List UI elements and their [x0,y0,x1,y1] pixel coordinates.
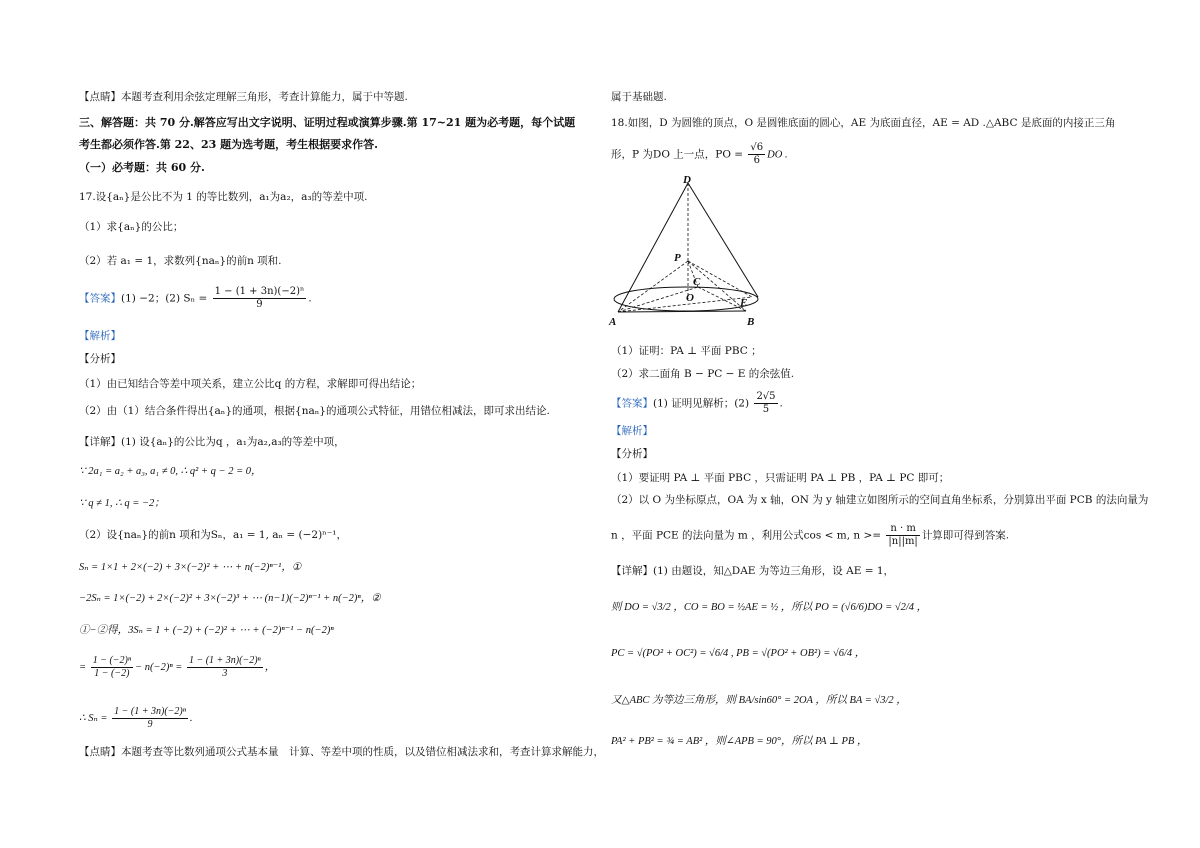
detail-4: 又△ABC 为等边三角形，则 BA/sin60° = 2OA ，所以 BA = √3/2 ， [611,695,907,706]
problem-17-statement: 17.设{aₙ}是公比不为 1 的等比数列，a₁为a₂，a₃的等差中项. [79,191,368,203]
equation-diff: ①−②得，3Sₙ = 1 + (−2) + (−2)² + ⋯ + (−2)ⁿ⁻¹ − n(−2)ⁿ [79,625,334,636]
answer-body: (1) 证明见解析；(2) [653,397,750,410]
edge-AB [618,311,746,312]
problem-18-part2: （2）求二面角 B − PC − E 的余弦值. [611,368,795,380]
detail-3: ∵ q ≠ 1, ∴ q = −2； [79,498,165,509]
problem-17-part2: （2）若 a₁ = 1，求数列{naₙ}的前n 项和. [79,255,282,267]
edge-DA [618,183,688,312]
section-heading: 三、解答题：共 70 分.解答应写出文字说明、证明过程或演算步骤.第 17~21 题为必考题，每个试题 [79,116,576,129]
edge-PA [618,261,688,312]
remark-cont: 属于基础题. [611,91,667,103]
detail-1: 【详解】(1) 设{aₙ}的公比为q ，a₁为a₂,a₃的等差中项， [79,436,345,448]
equation-1: Sₙ = 1×1 + 2×(−2) + 3×(−2)² + ⋯ + n(−2)ⁿ⁻¹，① [79,562,302,573]
answer-fraction: $\frac{2√5}{5}$ [756,391,776,415]
jiexi-heading: 【解析】 [79,330,121,342]
fraction-b: $\frac{\text{1 − (1 + 3n)(−2)ⁿ}}{3}$ [188,655,261,679]
subsection-heading: （一）必考题：共 60 分. [79,161,205,174]
fenxi-heading: 【分析】 [611,448,653,460]
edge-AE [618,297,752,312]
analysis-1: （1）要证明 PA ⊥ 平面 PBC ，只需证明 PA ⊥ PB ，PA ⊥ PC 即可； [611,472,950,484]
label-C: C [693,276,701,288]
label-D: D [683,175,691,186]
answer-18: 【答案】(1) 证明见解析；(2) $\frac{2√5}{5}$ . [611,391,783,415]
problem-18-part1: （1）证明：PA ⊥ 平面 PBC ； [611,345,762,357]
problem-17-part1: （1）求{aₙ}的公比； [79,221,184,233]
fenxi-heading: 【分析】 [79,353,121,365]
cone-figure [606,175,766,335]
jiexi-heading: 【解析】 [611,425,653,437]
detail-1: 【详解】(1) 由题设，知△DAE 为等边三角形，设 AE = 1， [611,565,895,577]
label-E: E [740,297,748,309]
label-B: B [747,316,755,328]
answer-17: 【答案】(1) −2；(2) Sₙ = $\frac{\text{1 − (1 + 3n)(−2)ⁿ}}{9}$ . [79,286,312,310]
cos-fraction: $\frac{n \cdot m}{|n||m|}$ [888,523,918,547]
analysis-3: n ，平面 PCE 的法向量为 m ，利用公式cos < m, n >= $\frac{n \cdot m}{|n||m|}$ 计算即可得到答案. [611,523,1010,547]
detail-2: ∵ 2a₁ = a₂ + a₃, a₁ ≠ 0, ∴ q² + q − 2 = 0， [79,466,262,477]
analysis-2: （2）以 O 为坐标原点，OA 为 x 轴，ON 为 y 轴建立如图所示的空间直角坐标系，分别算出平面 PCB 的法向量为 [611,494,1149,506]
fraction-result: $\frac{\text{1 − (1 + 3n)(−2)ⁿ}}{9}$ [114,706,186,730]
po-fraction: $\frac{√6}{6}$ [750,142,764,166]
detail-5: PA² + PB² = ¾ = AB² ，则∠APB = 90°，所以 PA ⊥ PB ， [611,736,868,747]
detail-2: 则 DO = √3/2 ，CO = BO = ½AE = ½ ，所以 PO = (√6/6)DO = √2/4 ， [611,602,928,613]
answer-tag: 【答案】 [79,292,121,305]
answer-tag: 【答案】 [611,397,653,410]
problem-18-statement: 18.如图，D 为圆锥的顶点，O 是圆锥底面的圆心，AE 为底面直径，AE = AD .△ABC 是底面的内接正三角 [611,117,1116,129]
fraction-a: $\frac{\text{1 − (−2)ⁿ}}{1 - (-2)}$ [92,655,132,679]
answer-body: (1) −2；(2) Sₙ = [121,292,208,305]
problem-18-statement-cont: 形，P 为DO 上一点，PO = $\frac{√6}{6}$ DO . [611,142,788,166]
label-P: P [674,252,681,264]
analysis-1: （1）由已知结合等差中项关系，建立公比q 的方程，求解即可得出结论； [79,378,422,390]
equation-sum: = $\frac{\text{1 − (−2)ⁿ}}{1 - (-2)}$ − n(−2)ⁿ = $\frac{\text{1 − (1 + 3n)(−2)ⁿ}}{3}$ ， [79,655,276,679]
remark-previous: 【点睛】本题考查利用余弦定理解三角形，考查计算能力，属于中等题. [79,91,408,103]
remark-17: 【点睛】本题考查等比数列通项公式基本量 计算、等差中项的性质，以及错位相减法求和，考查计算求解能力， [79,746,604,758]
equation-2: −2Sₙ = 1×(−2) + 2×(−2)² + 3×(−2)³ + ⋯ (n−1)(−2)ⁿ⁻¹ + n(−2)ⁿ，② [79,593,381,604]
section-heading-cont: 考生都必须作答.第 22、23 题为选考题，考生根据要求作答. [79,138,378,151]
answer-fraction: $\frac{\text{1 − (1 + 3n)(−2)ⁿ}}{9}$ [214,286,305,310]
analysis-2: （2）由（1）结合条件得出{aₙ}的通项，根据{naₙ}的通项公式特征，用错位相减法，即可求出结论. [79,405,550,417]
detail-4: （2）设{naₙ}的前n 项和为Sₙ，a₁ = 1, aₙ = (−2)ⁿ⁻¹， [79,529,347,541]
equation-result: ∴ Sₙ = $\frac{\text{1 − (1 + 3n)(−2)ⁿ}}{9}$ . [79,706,193,730]
label-O: O [686,292,694,304]
label-A: A [609,316,617,328]
detail-3: PC = √(PO² + OC²) = √6/4 , PB = √(PO² + OB²) = √6/4 ， [611,648,866,659]
